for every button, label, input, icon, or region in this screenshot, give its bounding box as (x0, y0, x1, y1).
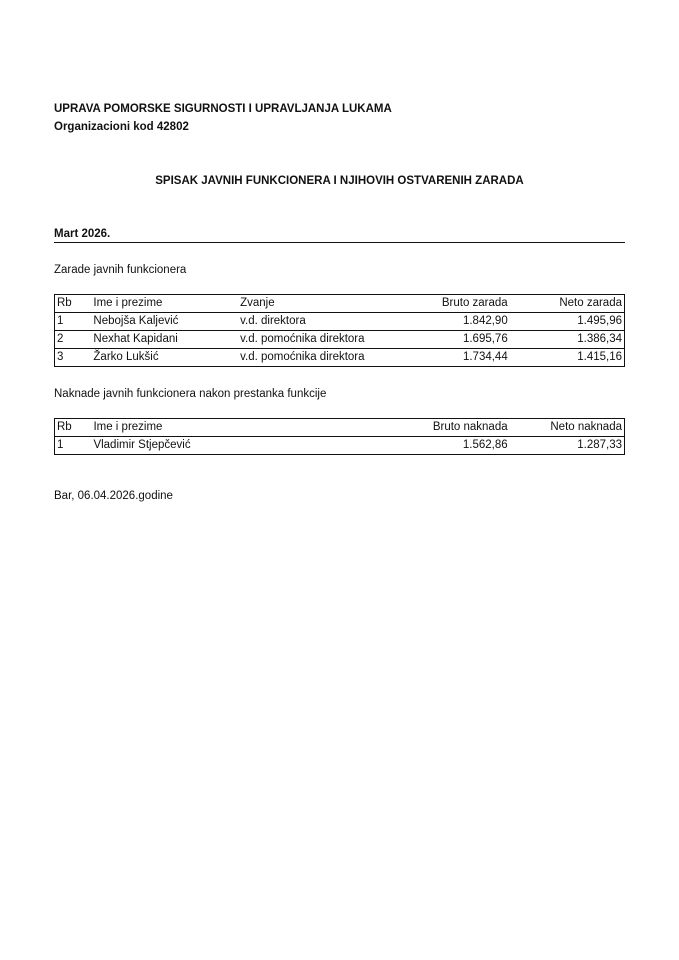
column-header: Neto naknada (550, 421, 622, 433)
table-header-row (55, 419, 625, 437)
cell-gross: 1.734,44 (395, 349, 510, 367)
table-row (55, 313, 625, 331)
cell-title: v.d. pomoćnika direktora (238, 349, 395, 367)
column-header: Neto zarada (559, 297, 622, 309)
cell-title: v.d. direktora (238, 313, 395, 331)
compensation-section-title: Naknade javnih funkcionera nakon prestanka funkcije (54, 388, 327, 400)
table-header-row (55, 295, 625, 313)
cell-name: Nexhat Kapidani (91, 331, 238, 349)
column-header: Ime i prezime (93, 297, 163, 309)
cell-net: 1.386,34 (510, 331, 625, 349)
cell-title: v.d. pomoćnika direktora (238, 331, 395, 349)
cell-name: Nebojša Kaljević (91, 313, 238, 331)
cell-gross: 1.842,90 (395, 313, 510, 331)
cell-gross: 1.562,86 (395, 437, 510, 455)
place-date: Bar, 06.04.2026.godine (54, 490, 173, 502)
cell-name: Žarko Lukšić (91, 349, 238, 367)
table-row (55, 331, 625, 349)
compensation-table (54, 418, 625, 455)
document-title: SPISAK JAVNIH FUNKCIONERA I NJIHOVIH OSTVARENIH ZARADA (155, 175, 524, 187)
column-header: Zvanje (240, 297, 275, 309)
cell-gross: 1.695,76 (395, 331, 510, 349)
column-header: Bruto zarada (441, 297, 508, 309)
salaries-section-title: Zarade javnih funkcionera (54, 264, 187, 276)
cell-rb: 1 (55, 313, 92, 331)
period-label: Mart 2026. (54, 228, 111, 240)
organization-code: Organizacioni kod 42802 (54, 121, 189, 133)
column-header: Ime i prezime (93, 421, 163, 433)
cell-rb: 1 (55, 437, 92, 455)
column-header: Bruto naknada (432, 421, 508, 433)
cell-net: 1.495,96 (510, 313, 625, 331)
cell-net: 1.287,33 (510, 437, 625, 455)
table-row (55, 437, 625, 455)
salaries-table (54, 294, 625, 367)
header-divider (54, 242, 625, 243)
cell-rb: 3 (55, 349, 92, 367)
column-header: Rb (57, 297, 72, 309)
cell-net: 1.415,16 (510, 349, 625, 367)
column-header: Rb (57, 421, 72, 433)
cell-rb: 2 (55, 331, 92, 349)
organization-name: UPRAVA POMORSKE SIGURNOSTI I UPRAVLJANJA LUKAMA (54, 103, 392, 115)
table-row (55, 349, 625, 367)
cell-name: Vladimir Stjepčević (91, 437, 394, 455)
